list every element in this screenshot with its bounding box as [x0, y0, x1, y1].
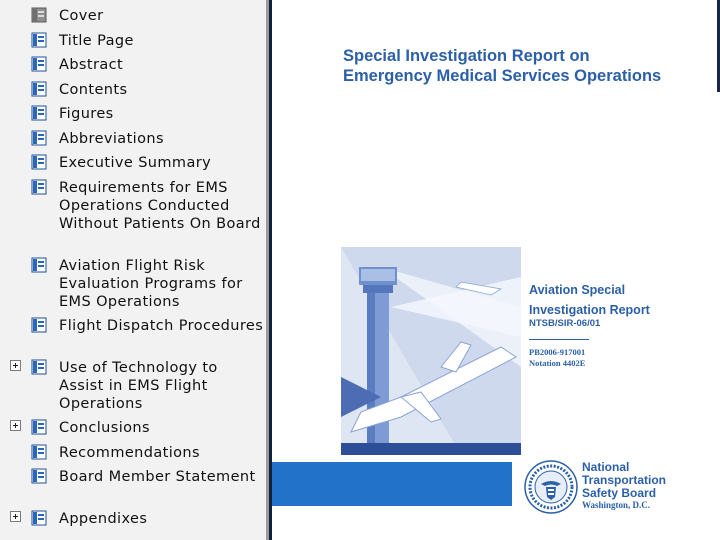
bookmark-page-icon: [31, 56, 47, 72]
agency-name: [582, 461, 702, 500]
bookmark-label: Requirements for EMS Operations Conducted Without Patients On Board: [59, 180, 261, 232]
bookmark-page-icon: [31, 32, 47, 48]
bookmark-page-icon: [31, 154, 47, 170]
bookmarks-panel: [0, 0, 268, 540]
bookmark-page-icon: [31, 81, 47, 97]
agency-name-line: National: [582, 460, 630, 474]
bookmark-label: Abstract: [59, 57, 124, 73]
bookmark-page-icon: [31, 468, 47, 484]
expand-plus-icon[interactable]: [10, 360, 21, 371]
agency-name-line: Transportation: [582, 473, 667, 487]
report-title: [343, 46, 683, 86]
notation-number: Notation 4402E: [529, 358, 586, 368]
bookmark-page-icon: [31, 510, 47, 526]
bookmark-page-icon: [31, 359, 47, 375]
bookmark-page-icon: [31, 444, 47, 460]
agency-location: Washington, D.C.: [582, 500, 651, 510]
agency-name-line: Safety Board: [582, 486, 657, 500]
cover-illustration: [341, 247, 521, 455]
series-title: [529, 280, 704, 320]
blue-banner: [272, 462, 512, 506]
bookmark-label: Contents: [59, 82, 128, 98]
bookmark-label: Board Member Statement: [59, 469, 256, 485]
bookmark-label: Appendixes: [59, 511, 148, 527]
document-page: [272, 0, 717, 540]
bookmark-page-icon: [31, 179, 47, 195]
bookmark-page-icon: [31, 105, 47, 121]
report-title-line: Emergency Medical Services Operations: [343, 67, 662, 85]
bookmark-label: Title Page: [59, 33, 134, 49]
ntsb-seal-logo: [524, 460, 578, 514]
bookmark-label: Aviation Flight Risk Evaluation Programs for EMS Operations: [59, 258, 243, 310]
bookmark-page-icon: [31, 317, 47, 333]
bookmark-page-icon: [31, 130, 47, 146]
bookmark-label: Executive Summary: [59, 155, 212, 171]
report-title-line: Special Investigation Report on: [343, 47, 590, 65]
bookmark-page-icon: [31, 7, 47, 23]
bookmark-label: Figures: [59, 106, 114, 122]
bookmark-label: Abbreviations: [59, 131, 164, 147]
expand-plus-icon[interactable]: [10, 420, 21, 431]
bookmark-label: Flight Dispatch Procedures: [59, 318, 264, 334]
divider: [529, 339, 589, 340]
series-title-line: Investigation Report: [529, 303, 650, 317]
bookmark-page-icon: [31, 419, 47, 435]
report-number: NTSB/SIR-06/01: [529, 318, 601, 329]
series-title-line: Aviation Special: [529, 283, 626, 297]
bookmark-page-icon: [31, 257, 47, 273]
bookmark-label: Use of Technology to Assist in EMS Flight Operations: [59, 360, 218, 412]
expand-plus-icon[interactable]: [10, 511, 21, 522]
bookmark-label: Conclusions: [59, 420, 150, 436]
bookmark-label: Recommendations: [59, 445, 200, 461]
bookmark-label: Cover: [59, 8, 104, 24]
pb-number: PB2006-917001: [529, 347, 586, 357]
